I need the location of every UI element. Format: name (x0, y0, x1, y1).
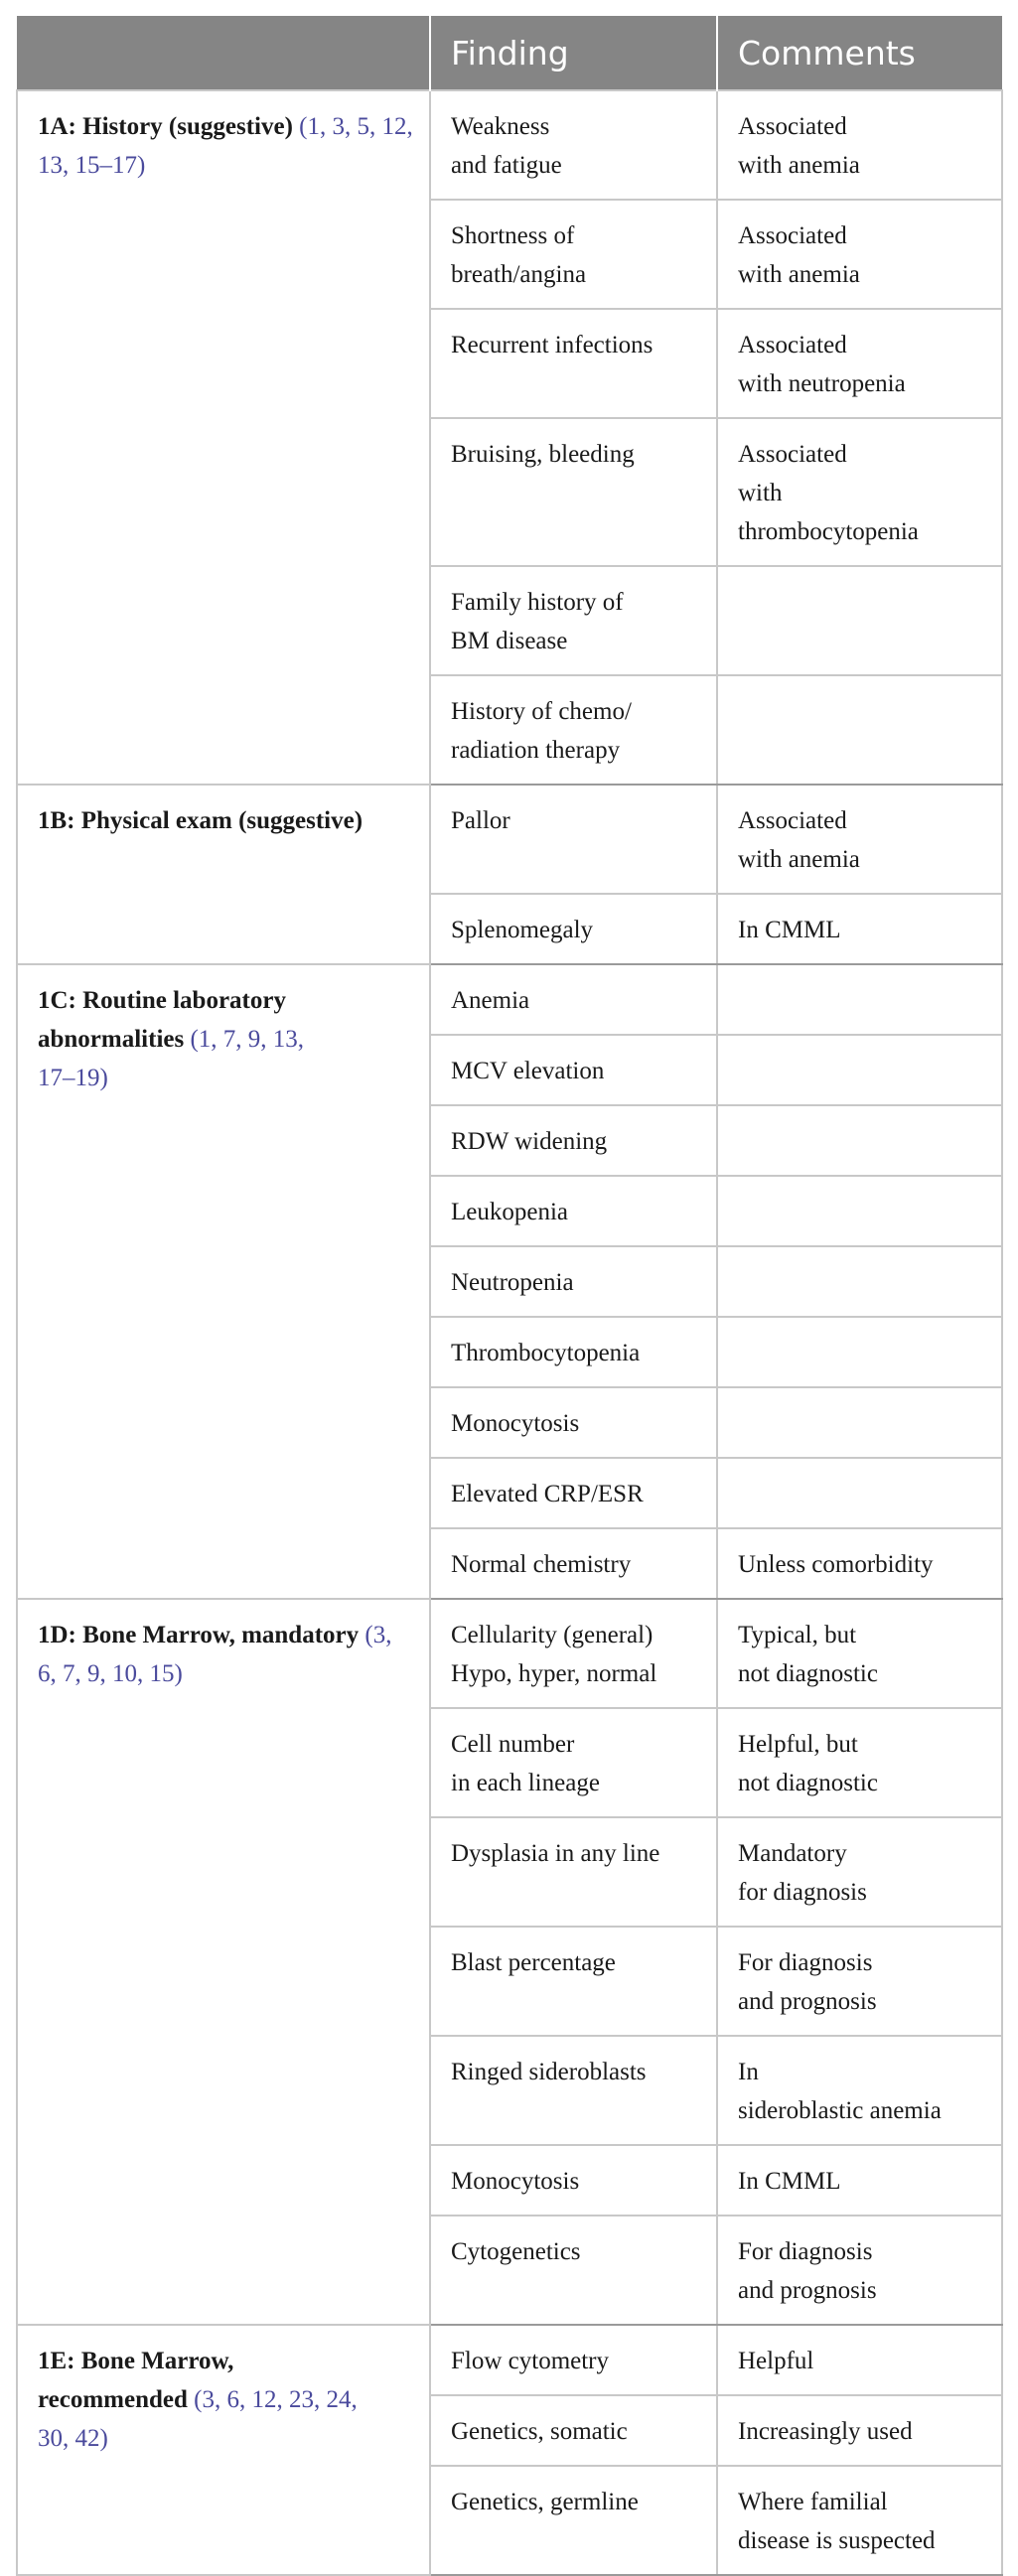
category-cell (17, 785, 430, 964)
finding-cell: Thrombocytopenia (430, 1317, 717, 1387)
comment-cell: In CMML (717, 894, 1002, 964)
header-category (17, 16, 430, 90)
finding-cell: Anemia (430, 964, 717, 1035)
finding-cell: Monocytosis (430, 1387, 717, 1458)
finding-cell: Bruising, bleeding (430, 418, 717, 566)
finding-cell: Neutropenia (430, 1246, 717, 1317)
comment-cell: Associated with thrombocytopenia (717, 418, 1002, 566)
finding-cell: Shortness of breath/angina (430, 200, 717, 309)
comment-cell: Unless comorbidity (717, 1528, 1002, 1599)
comment-cell: In CMML (717, 2145, 1002, 2216)
category-cell (17, 2325, 430, 2575)
finding-cell: MCV elevation (430, 1035, 717, 1105)
comment-cell: Associated with anemia (717, 90, 1002, 200)
category-label: 1B: Physical exam (suggestive) (38, 807, 364, 834)
finding-cell: Flow cytometry (430, 2325, 717, 2395)
comment-cell: Associated with anemia (717, 785, 1002, 894)
findings-table (16, 16, 1003, 2576)
reference-links[interactable]: (1, 7, 9, 13, 17–19) (38, 1026, 305, 1091)
finding-cell: Pallor (430, 785, 717, 894)
comment-cell (717, 675, 1002, 785)
comment-cell (717, 1387, 1002, 1458)
category-label: 1C: Routine laboratory abnormalities (38, 987, 286, 1053)
comment-cell: Where familial disease is suspected (717, 2466, 1002, 2575)
comment-cell (717, 1105, 1002, 1176)
table-row (17, 1599, 1002, 1708)
comment-cell: Typical, but not diagnostic (717, 1599, 1002, 1708)
finding-cell: Ringed sideroblasts (430, 2036, 717, 2145)
table-body (17, 90, 1002, 2575)
category-cell (17, 964, 430, 1599)
finding-cell: Family history of BM disease (430, 566, 717, 675)
comment-cell (717, 1317, 1002, 1387)
header-comments: Comments (717, 16, 1002, 90)
finding-cell: Leukopenia (430, 1176, 717, 1246)
comment-cell (717, 566, 1002, 675)
comment-cell (717, 1176, 1002, 1246)
category-cell (17, 90, 430, 785)
finding-cell: Cytogenetics (430, 2216, 717, 2325)
finding-cell: Dysplasia in any line (430, 1817, 717, 1927)
reference-links[interactable]: (3, 6, 12, 23, 24, 30, 42) (38, 2386, 358, 2452)
comment-cell (717, 1458, 1002, 1528)
comment-cell: Associated with anemia (717, 200, 1002, 309)
comment-cell (717, 1246, 1002, 1317)
comment-cell: Helpful, but not diagnostic (717, 1708, 1002, 1817)
table-row (17, 964, 1002, 1035)
finding-cell: Blast percentage (430, 1927, 717, 2036)
table-row (17, 90, 1002, 200)
finding-cell: Genetics, germline (430, 2466, 717, 2575)
comment-cell: Mandatory for diagnosis (717, 1817, 1002, 1927)
finding-cell: History of chemo/ radiation therapy (430, 675, 717, 785)
reference-links[interactable]: (3, 6, 7, 9, 10, 15) (38, 1622, 392, 1687)
finding-cell: Splenomegaly (430, 894, 717, 964)
header-row (17, 16, 1002, 90)
table-row (17, 2325, 1002, 2395)
reference-links[interactable]: (1, 3, 5, 12, 13, 15–17) (38, 113, 413, 179)
header-finding: Finding (430, 16, 717, 90)
comment-cell (717, 964, 1002, 1035)
comment-cell (717, 1035, 1002, 1105)
finding-cell: Genetics, somatic (430, 2395, 717, 2466)
finding-cell: Normal chemistry (430, 1528, 717, 1599)
finding-cell: Elevated CRP/ESR (430, 1458, 717, 1528)
finding-cell: Weakness and fatigue (430, 90, 717, 200)
finding-cell: Recurrent infections (430, 309, 717, 418)
finding-cell: Cellularity (general) Hypo, hyper, normal (430, 1599, 717, 1708)
category-label: 1D: Bone Marrow, mandatory (38, 1622, 360, 1648)
category-label: 1E: Bone Marrow, recommended (38, 2348, 234, 2413)
category-cell (17, 1599, 430, 2325)
comment-cell: For diagnosis and prognosis (717, 1927, 1002, 2036)
finding-cell: Monocytosis (430, 2145, 717, 2216)
comment-cell: In sideroblastic anemia (717, 2036, 1002, 2145)
category-label: 1A: History (suggestive) (38, 113, 293, 140)
comment-cell: For diagnosis and prognosis (717, 2216, 1002, 2325)
finding-cell: RDW widening (430, 1105, 717, 1176)
finding-cell: Cell number in each lineage (430, 1708, 717, 1817)
comment-cell: Helpful (717, 2325, 1002, 2395)
comment-cell: Associated with neutropenia (717, 309, 1002, 418)
comment-cell: Increasingly used (717, 2395, 1002, 2466)
table-row (17, 785, 1002, 894)
